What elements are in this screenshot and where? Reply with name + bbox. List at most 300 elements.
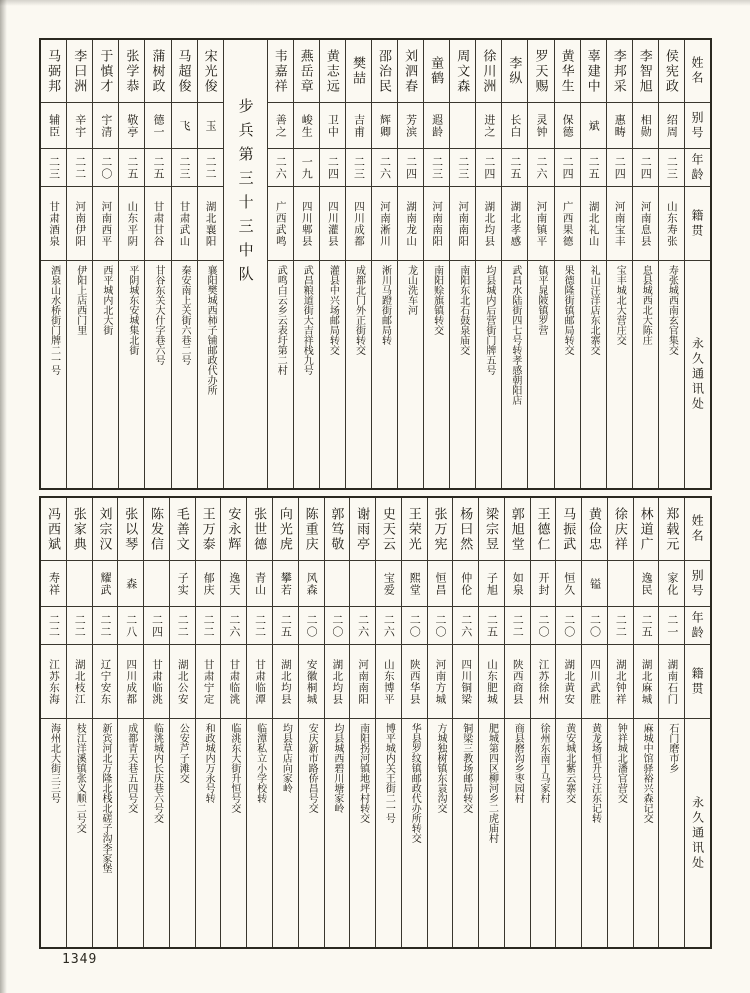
person-alias: 保德 — [561, 113, 574, 138]
person-age: 二五 — [279, 613, 292, 638]
person-age-cell — [659, 607, 684, 645]
person-address-cell — [67, 719, 92, 947]
header-origin-text: 籍贯 — [690, 666, 705, 697]
person-age: 二二 — [253, 613, 266, 638]
person-alias-cell — [294, 103, 319, 149]
person-address: 南阳赊旗镇转交 — [431, 265, 443, 335]
person-column — [504, 498, 530, 947]
person-origin-cell — [502, 187, 527, 261]
person-address-cell — [198, 261, 223, 488]
person-name: 张学恭 — [124, 48, 140, 94]
person-alias-cell — [67, 561, 92, 607]
person-origin: 湖南龙山 — [405, 200, 417, 247]
person-alias-cell — [531, 561, 556, 607]
person-age-cell — [247, 607, 272, 645]
person-column — [345, 40, 371, 488]
person-name: 马弼邦 — [46, 48, 62, 94]
person-origin: 河南伊阳 — [74, 200, 86, 247]
person-address-cell — [398, 261, 423, 488]
person-name-cell — [608, 498, 633, 561]
person-origin: 四川成都 — [352, 200, 364, 247]
page-number: 1349 — [62, 952, 98, 967]
person-age-cell — [476, 149, 501, 187]
person-name: 林道广 — [638, 506, 654, 552]
person-origin: 甘肃甘谷 — [152, 200, 164, 247]
person-alias: 开封 — [537, 571, 550, 596]
person-age: 一九 — [300, 155, 313, 180]
person-age-cell — [93, 607, 118, 645]
person-origin: 湖北均县 — [279, 658, 291, 705]
person-age: 二六 — [274, 155, 287, 180]
person-alias-cell — [633, 103, 658, 149]
person-address-cell — [402, 719, 427, 947]
person-origin: 湖南石门 — [666, 658, 678, 705]
person-age-cell — [299, 607, 324, 645]
person-name: 李智旭 — [637, 48, 653, 94]
person-column — [298, 498, 324, 947]
person-address: 钟祥城北潘官营交 — [615, 723, 627, 803]
person-origin-cell — [424, 187, 449, 261]
person-name: 徐川洲 — [481, 48, 497, 94]
person-age: 二三 — [47, 155, 60, 180]
person-address: 安庆新市路侨昌号交 — [306, 723, 318, 813]
person-alias: 熙堂 — [408, 571, 421, 596]
person-name-cell — [172, 40, 197, 103]
person-age-cell — [556, 607, 581, 645]
person-age-cell — [346, 149, 371, 187]
person-address: 果德隆街镇邮局转交 — [562, 265, 574, 355]
person-name: 罗天赐 — [533, 48, 549, 94]
person-address: 灌县中兴场邮局转交 — [327, 265, 339, 355]
person-origin-cell — [450, 187, 475, 261]
person-name-cell — [376, 498, 401, 561]
person-address: 华县罗纹镇邮政代办所转交 — [409, 723, 421, 843]
person-name: 张家典 — [71, 506, 87, 552]
person-name-cell — [346, 40, 371, 103]
person-address-cell — [659, 719, 684, 947]
person-name: 张世德 — [252, 506, 268, 552]
header-alias-text: 别号 — [690, 568, 705, 599]
person-origin: 湖北襄阳 — [204, 200, 216, 247]
person-age: 二二 — [47, 613, 60, 638]
person-origin: 四川灌县 — [326, 200, 338, 247]
person-alias-cell — [41, 561, 66, 607]
person-alias-cell — [299, 561, 324, 607]
person-name-cell — [659, 498, 684, 561]
person-name-cell — [294, 40, 319, 103]
person-origin: 湖北公安 — [176, 658, 188, 705]
person-origin-cell — [170, 645, 195, 719]
person-name: 王德仁 — [535, 506, 551, 552]
person-address-cell — [144, 719, 169, 947]
header-name-label — [685, 40, 710, 103]
person-origin-cell — [196, 645, 221, 719]
person-column — [66, 498, 92, 947]
person-alias-cell — [450, 103, 475, 149]
person-name-cell — [528, 40, 553, 103]
person-origin-cell — [41, 645, 66, 719]
person-origin-cell — [172, 187, 197, 261]
person-origin: 湖北礼山 — [587, 200, 599, 247]
person-column — [401, 498, 427, 947]
person-alias: 斌 — [587, 119, 600, 132]
person-name-cell — [67, 498, 92, 561]
person-alias: 子旭 — [485, 571, 498, 596]
person-address-cell — [320, 261, 345, 488]
person-origin: 山东平阴 — [126, 200, 138, 247]
header-address-label — [685, 261, 710, 488]
person-name-cell — [505, 498, 530, 561]
person-name: 郑载元 — [664, 506, 680, 552]
person-origin: 四川郫县 — [300, 200, 312, 247]
person-alias-cell — [170, 561, 195, 607]
person-age: 二〇 — [537, 613, 550, 638]
person-name: 安永辉 — [226, 506, 242, 552]
person-address-cell — [450, 261, 475, 488]
person-column — [555, 498, 581, 947]
person-alias-cell — [93, 561, 118, 607]
person-alias: 灵钟 — [534, 113, 547, 138]
person-address: 西平城内北大街 — [100, 265, 112, 335]
person-address-cell — [325, 719, 350, 947]
person-origin-cell — [659, 187, 684, 261]
person-origin: 河南宝丰 — [613, 200, 625, 247]
person-alias-cell — [350, 561, 375, 607]
person-age-cell — [424, 149, 449, 187]
person-name: 陈发信 — [149, 506, 165, 552]
person-column — [171, 40, 197, 488]
person-age-cell — [555, 149, 580, 187]
person-address: 商县磨沟乡枣园村 — [512, 723, 524, 803]
person-name: 郭笃敬 — [329, 506, 345, 552]
person-column — [118, 40, 144, 488]
person-address: 均县城内后营街门牌五号 — [483, 265, 495, 375]
person-origin-cell — [67, 645, 92, 719]
person-address-cell — [172, 261, 197, 488]
person-age: 二六 — [534, 155, 547, 180]
person-address-cell — [582, 719, 607, 947]
person-origin-cell — [294, 187, 319, 261]
person-address: 徐州东南丁马家村 — [538, 723, 550, 803]
person-address-cell — [556, 719, 581, 947]
person-address-cell — [247, 719, 272, 947]
person-address: 临洮东大街升恒号交 — [228, 723, 240, 813]
person-alias-cell — [119, 103, 144, 149]
person-address-cell — [528, 261, 553, 488]
person-name-cell — [350, 498, 375, 561]
person-name-cell — [453, 498, 478, 561]
person-address-cell — [294, 261, 319, 488]
person-alias-cell — [607, 103, 632, 149]
person-alias-cell — [608, 561, 633, 607]
person-age: 二四 — [482, 155, 495, 180]
person-column — [41, 498, 66, 947]
person-column — [580, 40, 606, 488]
person-age: 二六 — [227, 613, 240, 638]
person-column — [530, 498, 556, 947]
header-age-text: 年龄 — [690, 610, 705, 641]
person-address-cell — [581, 261, 606, 488]
person-name-cell — [556, 498, 581, 561]
person-address: 秦安南上关街六巷二号 — [179, 265, 191, 365]
person-address: 临洮城内长庆巷六号交 — [151, 723, 163, 823]
person-address: 武昌水陆街四七号转孝感朝阳店 — [509, 265, 521, 405]
person-name: 马振武 — [561, 506, 577, 552]
person-origin: 湖北麻城 — [640, 658, 652, 705]
person-alias: 长白 — [508, 113, 521, 138]
person-address: 礼山汪洋店东北寨交 — [588, 265, 600, 355]
person-age-cell — [273, 607, 298, 645]
person-address: 息县城西北大陈庄 — [640, 265, 652, 345]
person-column — [117, 498, 143, 947]
person-name-cell — [119, 40, 144, 103]
person-address: 武昌粮道街大吉祥栈九号 — [301, 265, 313, 375]
person-origin: 陕西商县 — [511, 658, 523, 705]
person-alias: 郁庆 — [202, 571, 215, 596]
person-origin-cell — [555, 187, 580, 261]
person-column — [92, 40, 118, 488]
person-column — [375, 498, 401, 947]
person-alias: 卫中 — [326, 113, 339, 138]
person-column — [169, 498, 195, 947]
person-name: 童鹤 — [429, 56, 445, 86]
person-name: 王万泰 — [200, 506, 216, 552]
person-origin: 安徽桐城 — [305, 658, 317, 705]
person-alias-cell — [67, 103, 92, 149]
person-address: 和政城内万永号转 — [203, 723, 215, 803]
person-age: 二〇 — [330, 613, 343, 638]
person-age-cell — [350, 607, 375, 645]
person-name-cell — [325, 498, 350, 561]
person-origin-cell — [273, 645, 298, 719]
person-alias-cell — [402, 561, 427, 607]
person-age: 二五 — [640, 613, 653, 638]
person-origin: 湖北均县 — [331, 658, 343, 705]
person-name: 张以琴 — [123, 506, 139, 552]
person-age-cell — [372, 149, 397, 187]
person-address-cell — [196, 719, 221, 947]
person-origin-cell — [428, 645, 453, 719]
person-alias: 飞 — [178, 119, 191, 132]
person-age-cell — [450, 149, 475, 187]
person-address: 宝丰城北大营庄交 — [614, 265, 626, 345]
header-age-label — [685, 607, 710, 645]
person-name-cell — [273, 498, 298, 561]
person-column — [397, 40, 423, 488]
person-alias: 森 — [124, 577, 137, 590]
person-origin: 河南方城 — [434, 658, 446, 705]
header-age-label — [685, 149, 710, 187]
person-name: 李纵 — [507, 56, 523, 86]
person-column — [246, 498, 272, 947]
person-address-cell — [170, 719, 195, 947]
person-age: 二〇 — [99, 155, 112, 180]
person-age-cell — [502, 149, 527, 187]
person-address-cell — [453, 719, 478, 947]
person-address: 石门磨市乡 — [666, 723, 678, 773]
person-alias: 芳滨 — [404, 113, 417, 138]
person-address: 临潭私立小学校转 — [254, 723, 266, 803]
person-name-cell — [41, 498, 66, 561]
person-name-cell — [476, 40, 501, 103]
person-address-cell — [659, 261, 684, 488]
person-name: 侯宪政 — [663, 48, 679, 94]
person-name-cell — [93, 40, 118, 103]
person-age-cell — [581, 149, 606, 187]
person-age: 二六 — [382, 613, 395, 638]
person-name-cell — [634, 498, 659, 561]
person-address: 酒泉山水桥街门牌二一号 — [48, 265, 60, 375]
person-name: 黄俭忠 — [587, 506, 603, 552]
person-age: 二〇 — [433, 613, 446, 638]
person-age: 二三 — [352, 155, 365, 180]
person-age: 二二 — [204, 155, 217, 180]
person-origin-cell — [119, 187, 144, 261]
person-name: 马超俊 — [176, 48, 192, 94]
person-address-cell — [633, 261, 658, 488]
person-age: 二三 — [456, 155, 469, 180]
person-origin-cell — [268, 187, 293, 261]
person-alias-cell — [428, 561, 453, 607]
person-column — [633, 498, 659, 947]
person-name: 史天云 — [380, 506, 396, 552]
person-alias: 善之 — [274, 113, 287, 138]
person-name-cell — [268, 40, 293, 103]
person-origin-cell — [659, 645, 684, 719]
person-name-cell — [607, 40, 632, 103]
person-column — [197, 40, 223, 488]
person-column — [581, 498, 607, 947]
person-age: 二四 — [561, 155, 574, 180]
person-name: 韦嘉祥 — [272, 48, 288, 94]
person-name-cell — [145, 40, 170, 103]
person-alias: 绍周 — [665, 113, 678, 138]
person-address-cell — [372, 261, 397, 488]
person-address-cell — [299, 719, 324, 947]
person-age-cell — [41, 149, 66, 187]
person-age-cell — [634, 607, 659, 645]
header-column — [684, 498, 710, 947]
person-address: 龙山洗车河 — [405, 265, 417, 315]
person-alias: 风森 — [305, 571, 318, 596]
person-origin-cell — [221, 645, 246, 719]
person-name-cell — [221, 498, 246, 561]
unit-title-cell — [224, 40, 267, 488]
person-age: 二五 — [587, 155, 600, 180]
person-alias: 辉卿 — [378, 113, 391, 138]
person-address: 肥城第四区柳河乡二虎庙村 — [486, 723, 498, 843]
person-address: 黄龙场恒升号汪东记转 — [589, 723, 601, 823]
person-age: 二六 — [356, 613, 369, 638]
person-column — [607, 498, 633, 947]
person-age-cell — [398, 149, 423, 187]
person-column — [475, 40, 501, 488]
person-name-cell — [144, 498, 169, 561]
person-address: 成都北门外正街转交 — [353, 265, 365, 355]
person-origin: 四川武胜 — [589, 658, 601, 705]
person-column — [349, 498, 375, 947]
person-alias: 仲伦 — [459, 571, 472, 596]
person-name: 杨曰然 — [458, 506, 474, 552]
person-origin: 湖北孝感 — [509, 200, 521, 247]
person-origin: 甘肃酒泉 — [48, 200, 60, 247]
person-column — [658, 498, 684, 947]
person-address-cell — [41, 719, 66, 947]
person-address-cell — [67, 261, 92, 488]
person-alias-cell — [221, 561, 246, 607]
person-address-cell — [608, 719, 633, 947]
person-age: 二五 — [125, 155, 138, 180]
header-name-text: 姓名 — [689, 56, 704, 86]
person-origin: 甘肃临洮 — [228, 658, 240, 705]
person-name: 樊喆 — [350, 56, 366, 86]
person-name: 辜建中 — [585, 48, 601, 94]
person-origin-cell — [67, 187, 92, 261]
person-age: 二〇 — [305, 613, 318, 638]
person-origin: 甘肃武山 — [178, 200, 190, 247]
person-name: 王荣光 — [406, 506, 422, 552]
person-alias-cell — [198, 103, 223, 149]
header-name-label — [685, 498, 710, 561]
person-address-cell — [118, 719, 143, 947]
person-address-cell — [555, 261, 580, 488]
person-age: 二五 — [485, 613, 498, 638]
person-origin-cell — [93, 645, 118, 719]
person-age-cell — [118, 607, 143, 645]
person-alias: 峻生 — [300, 113, 313, 138]
person-alias: 相勋 — [639, 113, 652, 138]
person-origin: 河南西平 — [100, 200, 112, 247]
person-origin: 江苏东海 — [47, 658, 59, 705]
person-address: 伊阳上店西门里 — [74, 265, 86, 335]
person-origin-cell — [372, 187, 397, 261]
person-age: 二五 — [508, 155, 521, 180]
person-origin-cell — [479, 645, 504, 719]
person-age-cell — [93, 149, 118, 187]
person-origin-cell — [633, 187, 658, 261]
person-origin-cell — [531, 645, 556, 719]
person-alias: 惠畴 — [613, 113, 626, 138]
person-age: 二二 — [614, 613, 627, 638]
person-name: 邵治民 — [377, 48, 393, 94]
person-origin: 河南息县 — [639, 200, 651, 247]
person-origin: 甘肃宁定 — [202, 658, 214, 705]
person-column — [452, 498, 478, 947]
person-address: 麻城中馆驿裕兴森记交 — [641, 723, 653, 823]
person-address-cell — [350, 719, 375, 947]
person-address: 方城独树镇东袁沟交 — [434, 723, 446, 813]
header-address-text: 永久通讯处 — [690, 337, 705, 412]
person-origin-cell — [634, 645, 659, 719]
person-name: 蒲树政 — [150, 48, 166, 94]
person-address-cell — [531, 719, 556, 947]
person-address-cell — [502, 261, 527, 488]
person-alias: 宝爱 — [382, 571, 395, 596]
person-column — [423, 40, 449, 488]
person-name: 谢雨亭 — [355, 506, 371, 552]
person-origin-cell — [350, 645, 375, 719]
person-name: 黄志远 — [324, 48, 340, 94]
person-age: 二四 — [150, 613, 163, 638]
person-name-cell — [659, 40, 684, 103]
person-name-cell — [93, 498, 118, 561]
person-age: 二二 — [511, 613, 524, 638]
person-origin-cell — [325, 645, 350, 719]
person-age: 二〇 — [562, 613, 575, 638]
person-name: 燕岳章 — [298, 48, 314, 94]
person-age: 二〇 — [408, 613, 421, 638]
person-name-cell — [633, 40, 658, 103]
